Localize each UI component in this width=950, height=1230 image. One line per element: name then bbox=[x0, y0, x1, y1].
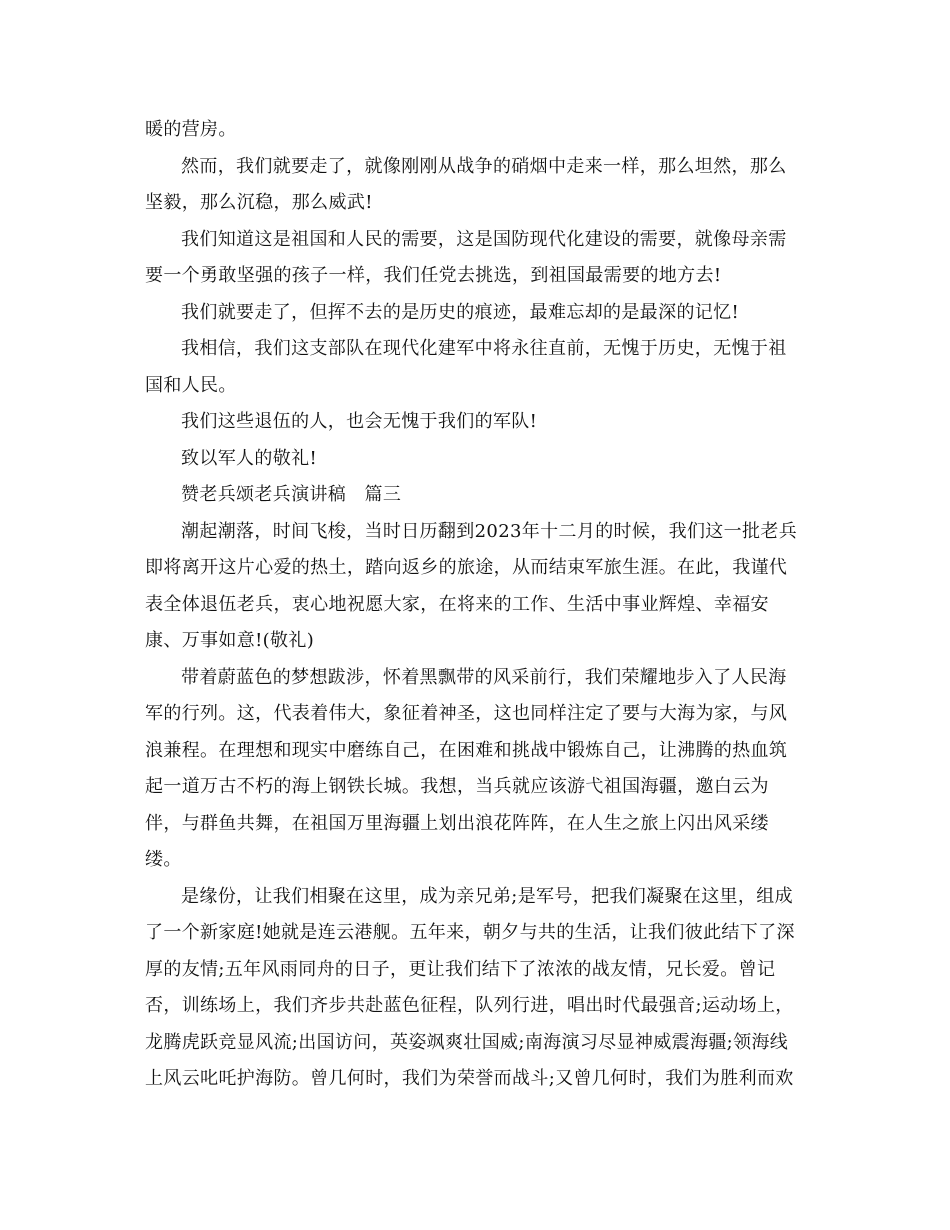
text-line: 起一道万古不朽的海上钢铁长城。我想，当兵就应该游弋祖国海疆，邀白云为 bbox=[145, 776, 769, 797]
text-line: 厚的友情;五年风雨同舟的日子，更让我们结下了浓浓的战友情，兄长爱。曾记 bbox=[145, 959, 776, 980]
text-line: 浪兼程。在理想和现实中磨练自己，在困难和挑战中锻炼自己，让沸腾的热血筑 bbox=[145, 740, 788, 761]
section-heading: 赞老兵颂老兵演讲稿 篇三 bbox=[181, 484, 402, 505]
text-line: 表全体退伍老兵，衷心地祝愿大家，在将来的工作、生活中事业辉煌、幸福安 bbox=[145, 594, 769, 615]
text-line: 坚毅，那么沉稳，那么威武! bbox=[145, 192, 373, 213]
text-line: 我相信，我们这支部队在现代化建军中将永往直前，无愧于历史，无愧于祖 bbox=[181, 338, 787, 359]
text-line: 带着蔚蓝色的梦想跋涉，怀着黑飘带的风采前行，我们荣耀地步入了人民海 bbox=[181, 667, 787, 688]
text-line: 军的行列。这，代表着伟大，象征着神圣，这也同样注定了要与大海为家，与风 bbox=[145, 703, 788, 724]
text-line: 伴，与群鱼共舞，在祖国万里海疆上划出浪花阵阵，在人生之旅上闪出风采缕 bbox=[145, 813, 769, 834]
text-line: 我们这些退伍的人，也会无愧于我们的军队! bbox=[181, 411, 538, 432]
text-line: 国和人民。 bbox=[145, 375, 237, 396]
text-line: 暖的营房。 bbox=[145, 119, 237, 140]
text-line: 即将离开这片心爱的热土，踏向返乡的旅途，从而结束军旅生涯。在此，我谨代 bbox=[145, 557, 788, 578]
text-line: 了一个新家庭!她就是连云港舰。五年来，朝夕与共的生活，让我们彼此结下了深 bbox=[145, 922, 795, 943]
text-line: 我们知道这是祖国和人民的需要，这是国防现代化建设的需要，就像母亲需 bbox=[181, 229, 787, 250]
text-line: 缕。 bbox=[145, 849, 182, 870]
text-line: 上风云叱吒护海防。曾几何时，我们为荣誉而战斗;又曾几何时，我们为胜利而欢 bbox=[145, 1068, 794, 1089]
text-line: 康、万事如意!(敬礼) bbox=[145, 630, 315, 651]
text-line: 然而，我们就要走了，就像刚刚从战争的硝烟中走来一样，那么坦然，那么 bbox=[181, 156, 787, 177]
text-line: 龙腾虎跃竞显风流;出国访问，英姿飒爽壮国威;南海演习尽显神威震海疆;领海线 bbox=[145, 1032, 789, 1053]
text-line: 要一个勇敢坚强的孩子一样，我们任党去挑选，到祖国最需要的地方去! bbox=[145, 265, 722, 286]
text-line: 潮起潮落，时间飞梭，当时日历翻到2023年十二月的时候，我们这一批老兵 bbox=[181, 521, 798, 542]
text-line: 致以军人的敬礼! bbox=[181, 448, 318, 469]
text-line: 是缘份，让我们相聚在这里，成为亲兄弟;是军号，把我们凝聚在这里，组成 bbox=[181, 886, 793, 907]
text-line: 否，训练场上，我们齐步共赴蓝色征程，队列行进，唱出时代最强音;运动场上， bbox=[145, 995, 794, 1016]
text-line: 我们就要走了，但挥不去的是历史的痕迹，最难忘却的是最深的记忆! bbox=[181, 302, 740, 323]
